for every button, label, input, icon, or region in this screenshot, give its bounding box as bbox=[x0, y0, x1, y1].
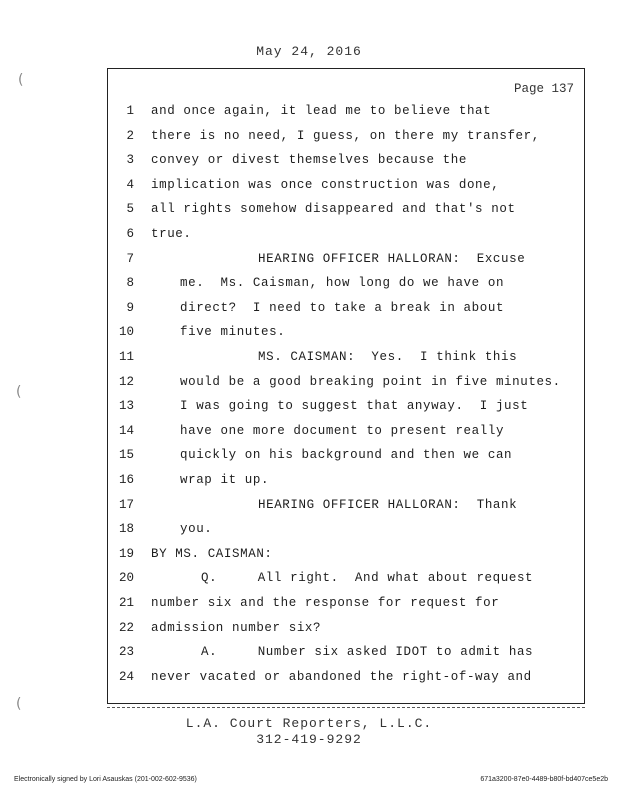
line-number: 2 bbox=[126, 128, 134, 143]
line-number: 24 bbox=[118, 669, 134, 684]
transcript-line: there is no need, I guess, on there my transfer, bbox=[151, 128, 540, 143]
line-number: 4 bbox=[126, 177, 134, 192]
court-reporter-phone: 312-419-9292 bbox=[256, 732, 362, 747]
transcript-line: would be a good breaking point in five minutes. bbox=[180, 374, 561, 389]
line-number: 7 bbox=[126, 251, 134, 266]
line-number: 5 bbox=[126, 202, 134, 217]
transcript-line: BY MS. CAISMAN: bbox=[151, 546, 273, 561]
transcript-line: admission number six? bbox=[151, 620, 322, 635]
line-number: 10 bbox=[118, 325, 134, 340]
transcript-line: I was going to suggest that anyway. I just bbox=[180, 399, 529, 414]
line-number: 23 bbox=[118, 645, 134, 660]
transcript-line: never vacated or abandoned the right-of-way and bbox=[151, 669, 532, 684]
transcript-line: direct? I need to take a break in about bbox=[180, 300, 505, 315]
line-number: 20 bbox=[118, 571, 134, 586]
line-number: 12 bbox=[118, 374, 134, 389]
transcript-date: May 24, 2016 bbox=[256, 44, 362, 59]
line-number: 19 bbox=[118, 546, 134, 561]
page-number: Page 137 bbox=[513, 82, 574, 96]
line-number: 9 bbox=[126, 300, 134, 315]
document-hash: 671a3200-87e0-4489-b80f-bd407ce5e2b bbox=[480, 776, 608, 783]
line-number: 17 bbox=[118, 497, 134, 512]
line-number: 22 bbox=[118, 620, 134, 635]
frame-bottom-rule bbox=[107, 707, 585, 708]
line-number: 15 bbox=[118, 448, 134, 463]
transcript-line: MS. CAISMAN: Yes. I think this bbox=[258, 350, 518, 364]
line-number: 16 bbox=[118, 473, 134, 487]
line-number: 14 bbox=[118, 423, 134, 438]
line-number: 6 bbox=[126, 227, 134, 241]
line-number: 11 bbox=[118, 350, 134, 364]
transcript-line: and once again, it lead me to believe that bbox=[151, 104, 492, 118]
transcript-line: number six and the response for request for bbox=[151, 596, 500, 610]
line-number: 18 bbox=[118, 522, 134, 537]
transcript-line: convey or divest themselves because the bbox=[151, 153, 467, 168]
transcript-line: quickly on his background and then we can bbox=[180, 448, 513, 463]
electronic-signature: Electronically signed by Lori Asauskas (201-002-602-9536) bbox=[14, 776, 197, 783]
transcript-line: you. bbox=[180, 522, 213, 537]
transcript-line: HEARING OFFICER HALLORAN: Excuse bbox=[258, 251, 526, 266]
line-number: 13 bbox=[118, 399, 134, 414]
transcript-line: me. Ms. Caisman, how long do we have on bbox=[180, 276, 505, 291]
transcript-line: true. bbox=[151, 227, 192, 241]
line-number: 1 bbox=[126, 104, 134, 118]
transcript-line: A. Number six asked IDOT to admit has bbox=[201, 645, 534, 660]
transcript-line: five minutes. bbox=[180, 325, 286, 340]
scan-mark-icon: ( bbox=[18, 72, 24, 88]
scan-mark-icon: ( bbox=[16, 384, 22, 400]
transcript-line: Q. All right. And what about request bbox=[201, 571, 534, 586]
line-number: 8 bbox=[126, 276, 134, 291]
transcript-line: wrap it up. bbox=[180, 473, 270, 487]
scan-mark-icon: ( bbox=[16, 696, 22, 712]
court-reporter-company: L.A. Court Reporters, L.L.C. bbox=[185, 716, 433, 731]
transcript-line: all rights somehow disappeared and that's not bbox=[151, 202, 516, 217]
transcript-line: implication was once construction was done, bbox=[151, 177, 500, 192]
line-number: 21 bbox=[118, 596, 134, 610]
line-number: 3 bbox=[126, 153, 134, 168]
transcript-line: have one more document to present really bbox=[180, 423, 505, 438]
transcript-line: HEARING OFFICER HALLORAN: Thank bbox=[258, 497, 518, 512]
